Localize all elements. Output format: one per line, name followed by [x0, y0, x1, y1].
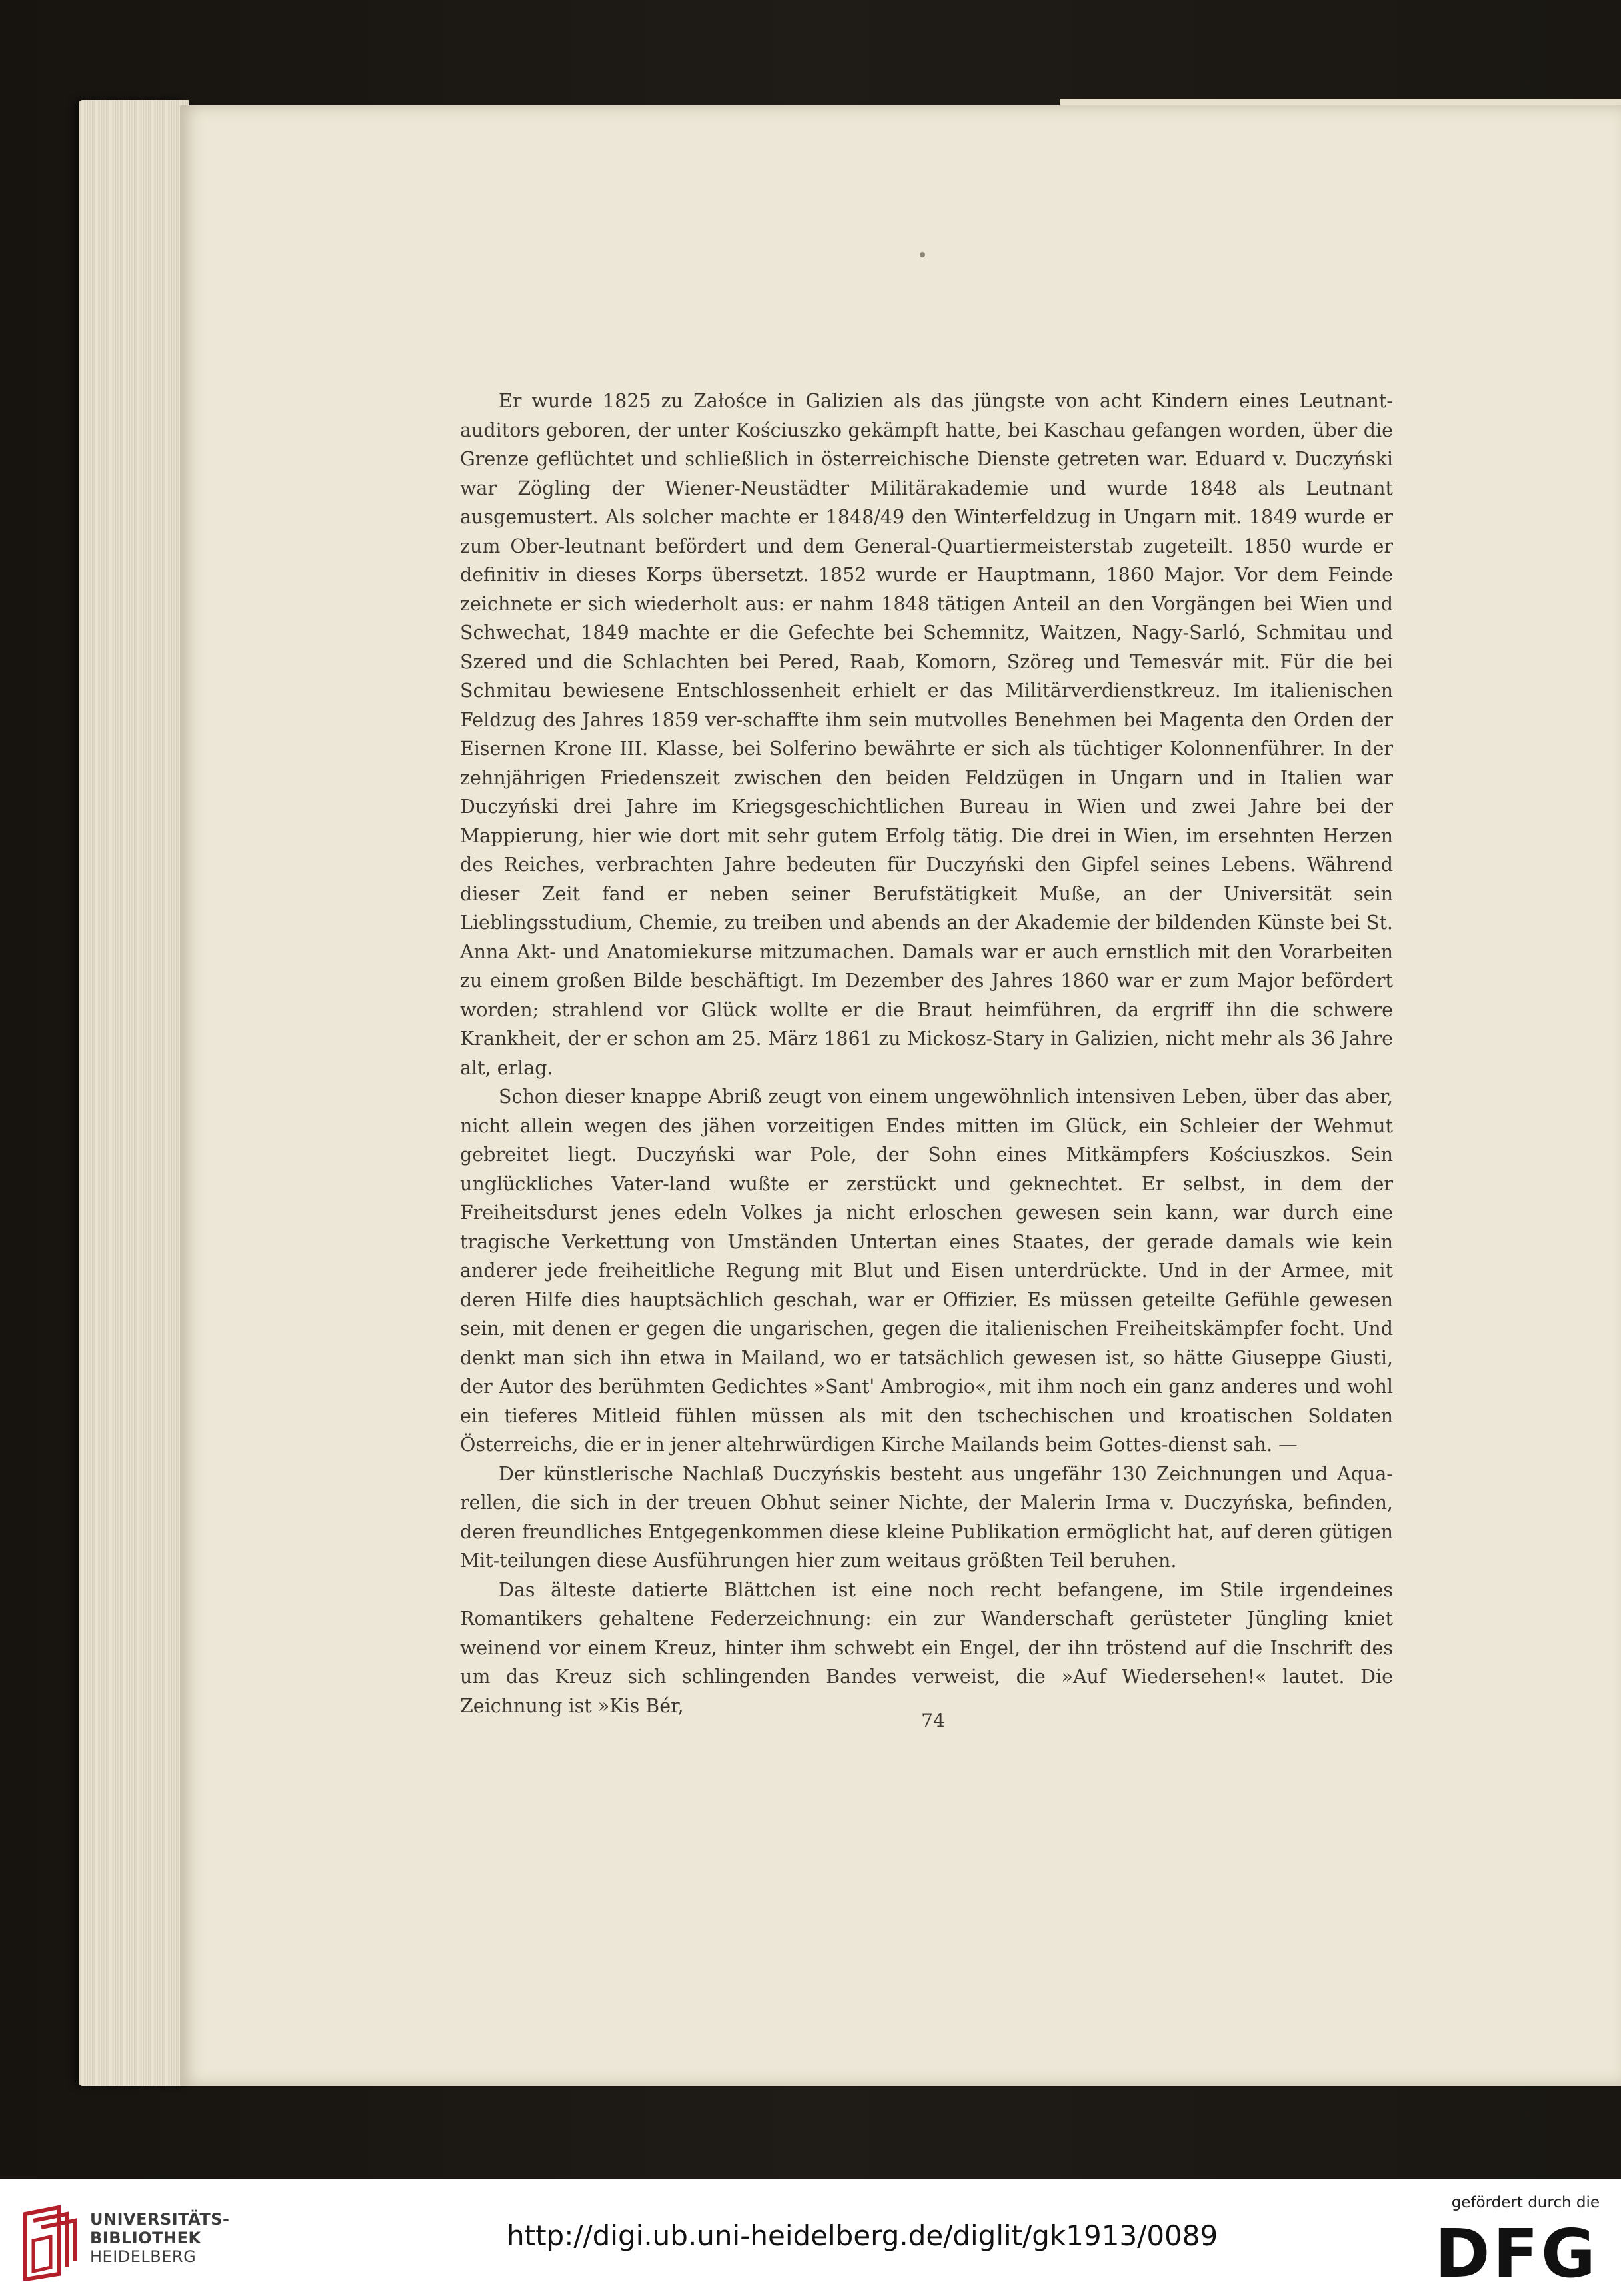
paragraph-biography: Er wurde 1825 zu Załośce in Galizien als das jüngste von acht Kindern eines Leutnant-auditors geboren, der unter Kościuszko gekämpft hatte, bei Kaschau gefangen worden, über die Grenze geflüchtet und schließlich in österreichische Dienste getreten war. Eduard v. Duczyński war Zögling der Wiener-Neustädter Militärakademie und wurde 1848 als Leutnant ausgemustert. Als solcher machte er 1848/49 den Winterfeldzug in Ungarn mit. 1849 wurde er zum Ober-leutnant befördert und dem General-Quartiermeisterstab zugeteilt. 1850 wurde er definitiv in dieses Korps übersetzt. 1852 wurde er Hauptmann, 1860 Major. Vor dem Feinde zeichnete er sich wiederholt aus: er nahm 1848 tätigen Anteil an den Vorgängen bei Wien und Schwechat, 1849 machte er die Gefechte bei Schemnitz, Waitzen, Nagy-Sarló, Schmitau und Szered und die Schlachten bei Pered, Raab, Komorn, Szöreg und Temesvár mit. Für die bei Schmitau bewiesene Entschlossenheit erhielt er das Militärverdienstkreuz. Im italienischen Feldzug des Jahres 1859 ver-schaffte ihm sein mutvolles Benehmen bei Magenta den Orden der Eisernen Krone III. Klasse, bei Solferino bewährte er sich als tüchtiger Kolonnenführer. In der zehnjährigen Friedenszeit zwischen den beiden Feldzügen in Ungarn und in Italien war Duczyński drei Jahre im Kriegsgeschichtlichen Bureau in Wien und zwei Jahre bei der Mappierung, hier wie dort mit sehr gutem Erfolg tätig. Die drei in Wien, im ersehnten Herzen des Reiches, verbrachten Jahre bedeuten für Duczyński den Gipfel seines Lebens. Während dieser Zeit fand er neben seiner Berufstätigkeit Muße, an der Universität sein Lieblingsstudium, Chemie, zu treiben und abends an der Akademie der bildenden Künste bei St. Anna Akt- und Anatomiekurse mitzumachen. Damals war er auch ernstlich mit den Vorarbeiten zu einem großen Bilde beschäftigt. Im Dezember des Jahres 1860 war er zum Major befördert worden; strahlend vor Glück wollte er die Braut heimführen, da ergriff ihn die schwere Krankheit, der er schon am 25. März 1861 zu Mickosz-Stary in Galizien, nicht mehr als 36 Jahre alt, erlag. — [460, 390, 1393, 1079]
paragraph-earliest-drawing: Das älteste datierte Blättchen ist eine noch recht befangene, im Stile irgendeines Romantikers gehaltene Federzeichnung: ein zur Wanderschaft gerüsteter Jüngling kniet weinend vor einem Kreuz, hinter ihm schwebt ein Engel, der ihn tröstend auf die Inschrift des um das Kreuz sich schlingenden Bandes verweist, die »Auf Wiedersehen!« lautet. Die Zeichnung ist »Kis Bér, — [460, 1578, 1393, 1717]
dfg-logo: DFG — [1434, 2215, 1598, 2293]
paragraph-estate: Der künstlerische Nachlaß Duczyńskis besteht aus ungefähr 130 Zeichnungen und Aqua-rellen, die sich in der treuen Obhut seiner Nichte, der Malerin Irma v. Duczyńska, befinden, deren freundliches Entgegenkommen diese kleine Publikation ermöglicht hat, auf deren gütigen Mit-teilungen diese Ausführungen hier zum weitaus größten Teil beruhen. — [460, 1462, 1393, 1572]
footer-bar — [0, 2179, 1621, 2296]
library-name-line2: BIBLIOTHEK — [90, 2229, 201, 2247]
permalink-url[interactable]: http://digi.ub.uni-heidelberg.de/diglit/gk1913/0089 — [507, 2219, 1218, 2252]
library-logo-icon — [19, 2201, 80, 2281]
library-name — [90, 2210, 230, 2266]
page-number: 74 — [921, 1710, 945, 1731]
paragraph-reflection: Schon dieser knappe Abriß zeugt von einem ungewöhnlich intensiven Leben, über das aber, nicht allein wegen des jähen vorzeitigen Endes mitten im Glück, ein Schleier der Wehmut gebreitet liegt. Duczyński war Pole, der Sohn eines Mitkämpfers Kościuszkos. Sein unglückliches Vater-land wußte er zerstückt und geknechtet. Er selbst, in dem der Freiheitsdurst jenes edeln Volkes ja nicht erloschen gewesen sein kann, war durch eine tragische Verkettung von Umständen Untertan eines Staates, der gerade damals wie kein anderer jede freiheitliche Regung mit Blut und Eisen unterdrückte. Und in der Armee, mit deren Hilfe dies hauptsächlich geschah, war er Offizier. Es müssen geteilte Gefühle gewesen sein, mit denen er gegen die ungarischen, gegen die italienischen Freiheitskämpfer focht. Und denkt man sich ihn etwa in Mailand, wo er tatsächlich gewesen ist, so hätte Giuseppe Giusti, der Autor des berühmten Gedichtes »Sant' Ambrogio«, mit ihm noch ein ganz anderes und wohl ein tieferes Mitleid fühlen müssen als mit den tschechischen und kroatischen Soldaten Österreichs, die er in jener altehrwürdigen Kirche Mailands beim Gottes-dienst sah. — — [460, 1086, 1393, 1456]
book-page-edges — [79, 100, 189, 2086]
paper-speck — [920, 252, 925, 257]
funded-by-label: gefördert durch die — [1451, 2194, 1600, 2211]
body-text — [460, 387, 1393, 1720]
library-name-line1: UNIVERSITÄTS- — [90, 2210, 230, 2229]
library-name-line3: HEIDELBERG — [90, 2247, 197, 2266]
